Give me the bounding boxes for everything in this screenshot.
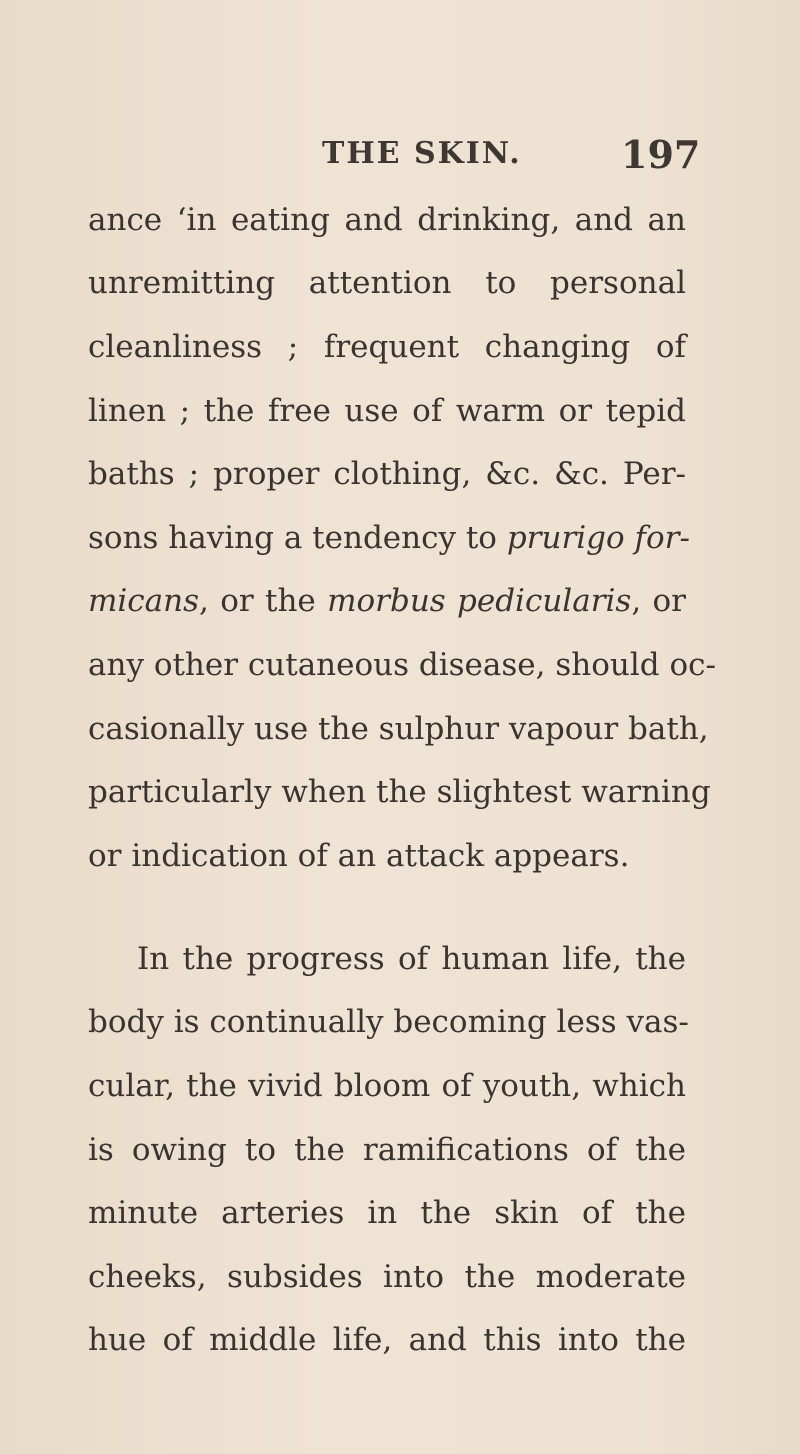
text-line: cleanliness ; frequent changing of <box>88 329 686 365</box>
text-line: ance ‘in eating and drinking, and an <box>88 202 686 238</box>
text-line: hue of middle life, and this into the <box>88 1322 686 1358</box>
italic-term: morbus pedicularis <box>327 583 632 619</box>
italic-term: micans <box>88 583 200 619</box>
page-header <box>0 132 800 182</box>
text-line: unremitting attention to personal <box>88 265 686 301</box>
text-line: is owing to the ramifications of the <box>88 1132 686 1168</box>
text-line: casionally use the sulphur vapour bath, <box>88 711 709 747</box>
text-line: particularly when the slightest warning <box>88 774 711 810</box>
italic-term: prurigo for- <box>506 520 690 556</box>
text-line: micans, or the morbus pedicularis, or <box>88 583 686 619</box>
text-line: body is continually becoming less vas- <box>88 1004 689 1040</box>
text-line: minute arteries in the skin of the <box>88 1195 686 1231</box>
text-line: baths ; proper clothing, &c. &c. Per- <box>88 456 686 492</box>
text-line: cheeks, subsides into the moderate <box>88 1259 686 1295</box>
text-line: cular, the vivid bloom of youth, which <box>88 1068 686 1104</box>
text-line: any other cutaneous disease, should oc- <box>88 647 716 683</box>
text-line: In the progress of human life, the <box>137 941 686 977</box>
page-number: 197 <box>621 132 701 177</box>
running-head: THE SKIN. <box>322 136 522 171</box>
text-line: sons having a tendency to prurigo for- <box>88 520 690 556</box>
text-line: linen ; the free use of warm or tepid <box>88 393 686 429</box>
text-line: or indication of an attack appears. <box>88 838 630 874</box>
